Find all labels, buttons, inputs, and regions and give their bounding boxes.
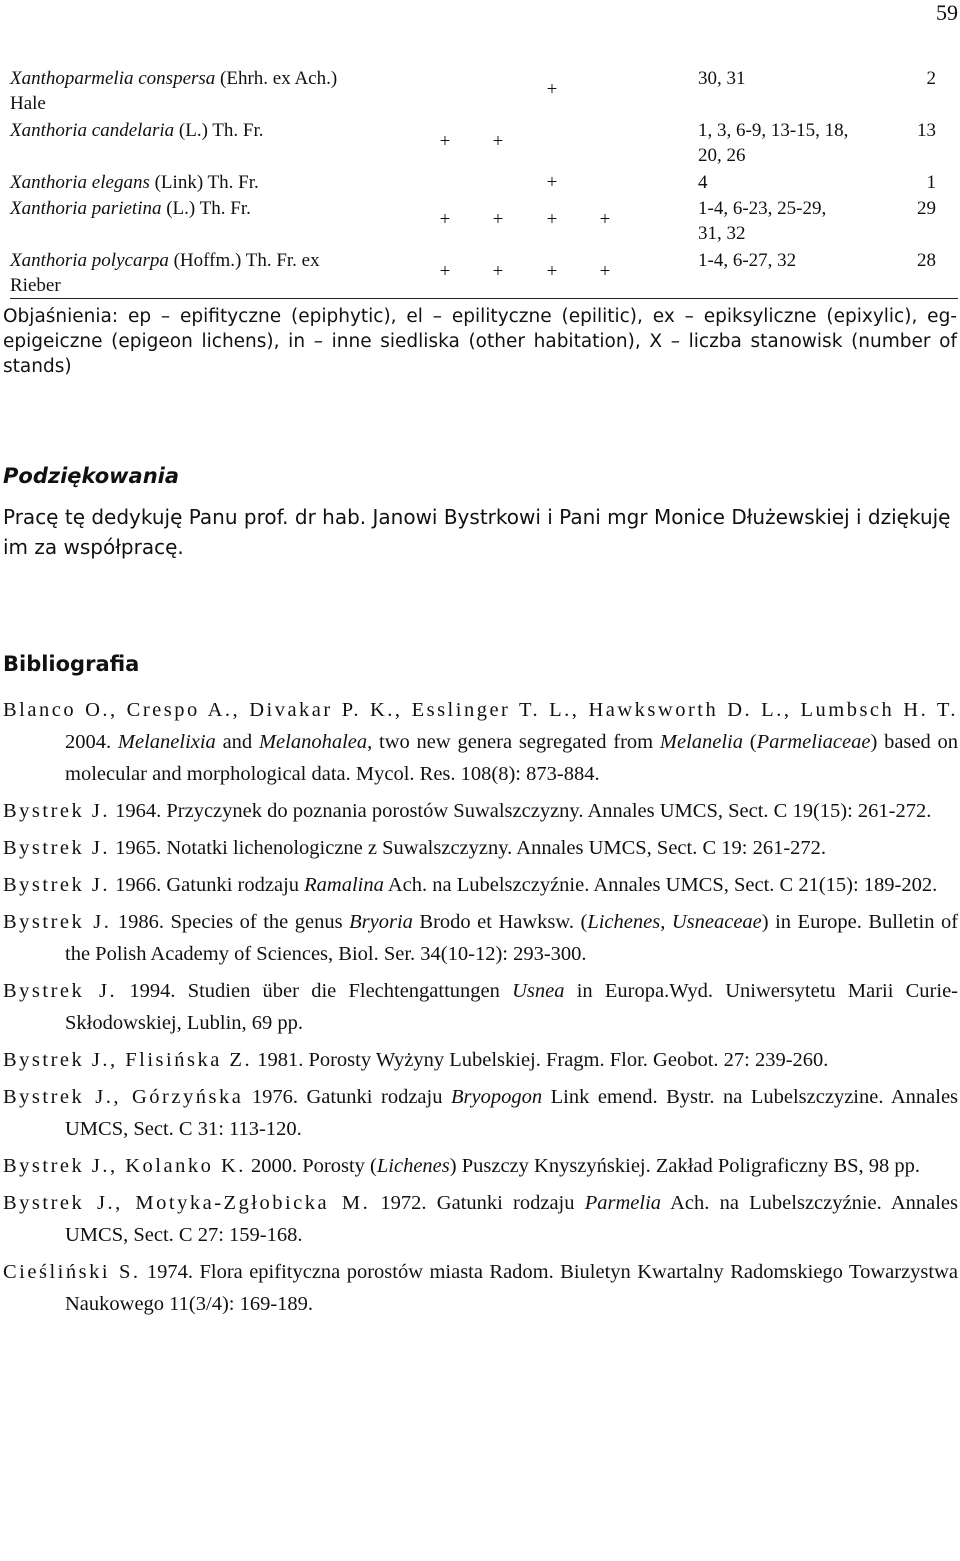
habitat-plus-mark: + <box>546 79 558 100</box>
table-row <box>10 66 958 116</box>
reference-authors: Cieśliński S. <box>3 1261 141 1283</box>
acknowledgements-text: Pracę tę dedykuję Panu prof. dr hab. Janowi Bystrkowi i Pani mgr Monice Dłużewskiej i dziękuję im za współpracę. <box>3 505 951 559</box>
reference-item: Bystrek J., Motyka-Zgłobicka M. 1972. Gatunki rodzaju Parmelia Ach. na Lubelszczyźnie. Annales UMCS, Sect. C 27: 159-168. <box>3 1192 959 1246</box>
reference-authors: Bystrek J., Górzyńska <box>3 1086 244 1108</box>
stands-list: 1, 3, 6-9, 13-15, 18, 20, 26 <box>698 120 849 166</box>
reference-authors: Bystrek J. <box>3 980 118 1002</box>
species-name: Xanthoria polycarpa (Hoffm.) Th. Fr. ex Rieber <box>10 250 320 296</box>
habitat-plus-mark: + <box>546 209 558 230</box>
reference-authors: Bystrek J. <box>3 800 110 822</box>
bibliography-heading: Bibliografia <box>3 652 140 676</box>
reference-authors: Bystrek J. <box>3 874 110 896</box>
stands-count: 28 <box>917 250 936 271</box>
habitat-plus-mark: + <box>599 209 611 230</box>
table-row <box>10 248 958 298</box>
habitat-plus-mark: + <box>546 261 558 282</box>
stands-count: 29 <box>917 198 936 219</box>
reference-item: Bystrek J. 1986. Species of the genus Bryoria Brodo et Hawksw. (Lichenes, Usneaceae) in Europe. Bulletin of the Polish Academy of Sciences, Biol. Ser. 34(10-12): 293-300. <box>3 911 959 965</box>
habitat-plus-mark: + <box>492 131 504 152</box>
habitat-plus-mark: + <box>546 172 558 193</box>
reference-item: Bystrek J. 1966. Gatunki rodzaju Ramalina Ach. na Lubelszczyźnie. Annales UMCS, Sect. C 21(15): 189-202. <box>3 874 938 896</box>
table-row <box>10 170 958 195</box>
table-row <box>10 196 958 246</box>
reference-item: Bystrek J., Flisińska Z. 1981. Porosty Wyżyny Lubelskiej. Fragm. Flor. Geobot. 27: 239-260. <box>3 1049 829 1071</box>
acknowledgements-heading: Podziękowania <box>3 464 180 488</box>
reference-authors: Bystrek J. <box>3 911 112 933</box>
stands-list: 4 <box>698 172 708 193</box>
reference-authors: Bystrek J., Motyka-Zgłobicka M. <box>3 1192 371 1214</box>
habitat-plus-mark: + <box>439 131 451 152</box>
habitat-plus-mark: + <box>492 209 504 230</box>
species-name: Xanthoria elegans (Link) Th. Fr. <box>10 172 259 193</box>
reference-item: Cieśliński S. 1974. Flora epifityczna porostów miasta Radom. Biuletyn Kwartalny Radomskiego Towarzystwa Naukowego 11(3/4): 169-189. <box>3 1261 959 1315</box>
reference-item: Bystrek J. 1994. Studien über die Flechtengattungen Usnea in Europa.Wyd. Uniwersytetu Marii Curie-Skłodowskiej, Lublin, 69 pp. <box>3 980 959 1034</box>
reference-item: Bystrek J. 1964. Przyczynek do poznania porostów Suwalszczyzny. Annales UMCS, Sect. C 19(15): 261-272. <box>3 800 932 822</box>
stands-count: 1 <box>926 172 936 193</box>
reference-item: Bystrek J., Górzyńska 1976. Gatunki rodzaju Bryopogon Link emend. Bystr. na Lubelszczyzine. Annales UMCS, Sect. C 31: 113-120. <box>3 1086 959 1140</box>
habitat-plus-mark: + <box>599 261 611 282</box>
habitat-plus-mark: + <box>439 261 451 282</box>
reference-authors: Bystrek J. <box>3 837 110 859</box>
stands-list: 1-4, 6-23, 25-29, 31, 32 <box>698 198 827 244</box>
species-name: Xanthoria candelaria (L.) Th. Fr. <box>10 120 264 141</box>
table-legend: Objaśnienia: ep – epifityczne (epiphytic), el – epilityczne (epilitic), ex – epiksyliczne (epixylic), eg- epigeiczne (epigeon lichens), in – inne siedliska (other habitation), X – liczba stanowisk (number of stands) <box>3 306 957 377</box>
reference-authors: Bystrek J., Flisińska Z. <box>3 1049 253 1071</box>
reference-item: Bystrek J. 1965. Notatki lichenologiczne z Suwalszczyzny. Annales UMCS, Sect. C 19: 261-272. <box>3 837 827 859</box>
stands-list: 30, 31 <box>698 68 746 89</box>
reference-item: Blanco O., Crespo A., Divakar P. K., Esslinger T. L., Hawksworth D. L., Lumbsch H. T. 2004. Melanelixia and Melanohalea, two new genera segregated from Melanelia (Parmeliaceae) based on molecular and morphological data. Mycol. Res. 108(8): 873-884. <box>3 699 959 785</box>
stands-count: 13 <box>917 120 936 141</box>
bibliography-list <box>3 694 958 1325</box>
table-row <box>10 118 958 168</box>
habitat-plus-mark: + <box>439 209 451 230</box>
table-bottom-rule <box>10 298 958 299</box>
stands-count: 2 <box>926 68 936 89</box>
reference-authors: Blanco O., Crespo A., Divakar P. K., Esslinger T. L., Hawksworth D. L., Lumbsch H. T. <box>3 699 958 721</box>
species-name: Xanthoparmelia conspersa (Ehrh. ex Ach.) Hale <box>10 68 338 114</box>
habitat-plus-mark: + <box>492 261 504 282</box>
page-number: 59 <box>936 0 958 25</box>
reference-authors: Bystrek J., Kolanko K. <box>3 1155 246 1177</box>
species-name: Xanthoria parietina (L.) Th. Fr. <box>10 198 251 219</box>
reference-item: Bystrek J., Kolanko K. 2000. Porosty (Lichenes) Puszczy Knyszyńskiej. Zakład Poligraficzny BS, 98 pp. <box>3 1155 921 1177</box>
stands-list: 1-4, 6-27, 32 <box>698 250 797 271</box>
